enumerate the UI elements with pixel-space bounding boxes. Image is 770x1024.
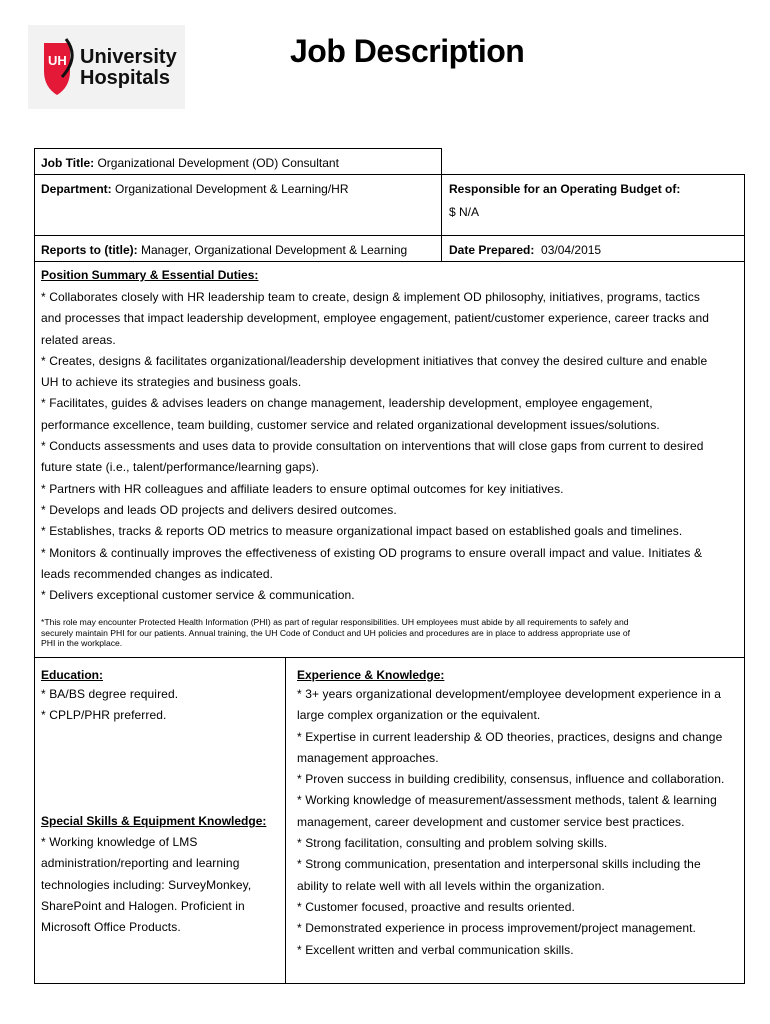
- text-line: * BA/BS degree required.: [41, 687, 179, 701]
- text-line: * Delivers exceptional customer service & communication.: [41, 588, 355, 603]
- text-line: * Expertise in current leadership & OD theories, practices, designs and change: [297, 729, 723, 744]
- text-line: * Working knowledge of LMS: [41, 835, 198, 849]
- position-summary-heading: Position Summary & Essential Duties:: [41, 268, 259, 282]
- text-line: leads recommended changes as indicated.: [41, 566, 274, 581]
- reports-to-field: Reports to (title): Manager, Organizational Development & Learning: [41, 243, 408, 257]
- text-line: * Establishes, tracks & reports OD metrics to measure organizational impact based on established goals and timelines.: [41, 524, 683, 539]
- text-line: * Working knowledge of measurement/assessment methods, talent & learning: [297, 793, 717, 808]
- text-line: * Develops and leads OD projects and delivers desired outcomes.: [41, 502, 397, 517]
- special-skills-list: [41, 832, 281, 938]
- education-heading: Education:: [41, 668, 103, 682]
- text-line: technologies including: SurveyMonkey,: [41, 877, 252, 892]
- special-skills-heading: Special Skills & Equipment Knowledge:: [41, 814, 267, 828]
- text-line: * Customer focused, proactive and results oriented.: [297, 899, 575, 914]
- text-line: related areas.: [41, 332, 116, 347]
- text-line: performance excellence, team building, customer service and related organizational development issues/solutions.: [41, 417, 660, 432]
- date-prepared-field: Date Prepared: 03/04/2015: [449, 243, 602, 257]
- department-field: Department: Organizational Development & Learning/HR: [41, 182, 349, 196]
- uh-logo-icon: [36, 37, 78, 99]
- svg-text:UH: UH: [48, 53, 67, 68]
- text-line: SharePoint and Halogen. Proficient in: [41, 898, 245, 913]
- text-line: * Strong communication, presentation and interpersonal skills including the: [297, 857, 701, 872]
- text-line: future state (i.e., talent/performance/learning gaps).: [41, 460, 320, 475]
- text-line: Microsoft Office Products.: [41, 920, 181, 935]
- text-line: * Demonstrated experience in process improvement/project management.: [297, 921, 696, 936]
- text-line: * Monitors & continually improves the effectiveness of existing OD programs to ensure overall impact and value. Initiates &: [41, 545, 703, 560]
- text-line: * Strong facilitation, consulting and problem solving skills.: [297, 836, 608, 851]
- text-line: * CPLP/PHR preferred.: [41, 708, 167, 723]
- text-line: * Proven success in building credibility, consensus, influence and collaboration.: [297, 772, 725, 787]
- text-line: * Collaborates closely with HR leadership team to create, design & implement OD philosophy, initiatives, programs, tactics: [41, 290, 700, 304]
- text-line: administration/reporting and learning: [41, 856, 240, 871]
- text-line: management, career development and customer service best practices.: [297, 814, 685, 829]
- text-line: securely maintain PHI for our patients. Annual training, the UH Code of Conduct and UH policies and procedures are in place to address appropriate use of: [41, 627, 631, 638]
- logo-wordmark: University Hospitals: [80, 46, 177, 89]
- text-line: *This role may encounter Protected Health Information (PHI) as part of regular responsibilities. UH employees must abide by all requirements to safely and: [41, 617, 629, 627]
- document-title: Job Description: [290, 33, 525, 69]
- text-line: UH to achieve its strategies and business goals.: [41, 375, 302, 390]
- text-line: large complex organization or the equivalent.: [297, 708, 541, 723]
- text-line: * Facilitates, guides & advises leaders on change management, leadership development, employee engagement,: [41, 396, 653, 411]
- text-line: * Conducts assessments and uses data to provide consultation on interventions that will close gaps from current to desired: [41, 439, 704, 454]
- duties-list: [41, 287, 741, 606]
- text-line: * Excellent written and verbal communication skills.: [297, 942, 574, 957]
- text-line: ability to relate well with all levels within the organization.: [297, 878, 605, 893]
- job-title-field: Job Title: Organizational Development (OD) Consultant: [41, 156, 339, 170]
- education-list: [41, 684, 281, 727]
- experience-list: [297, 684, 742, 961]
- budget-label: Responsible for an Operating Budget of:: [449, 182, 681, 196]
- text-line: * Creates, designs & facilitates organizational/leadership development initiatives that convey the desired culture and enable: [41, 353, 708, 368]
- text-line: and processes that impact leadership development, employee engagement, patient/customer experience, career tracks and: [41, 311, 710, 326]
- budget-value: $ N/A: [449, 205, 480, 219]
- text-line: * 3+ years organizational development/employee development experience in a: [297, 687, 721, 701]
- text-line: * Partners with HR colleagues and affiliate leaders to ensure optimal outcomes for key initiatives.: [41, 481, 564, 496]
- text-line: management approaches.: [297, 750, 439, 765]
- experience-heading: Experience & Knowledge:: [297, 668, 445, 682]
- university-hospitals-logo: [28, 25, 185, 109]
- text-line: PHI in the workplace.: [41, 638, 123, 648]
- phi-note: [41, 617, 741, 649]
